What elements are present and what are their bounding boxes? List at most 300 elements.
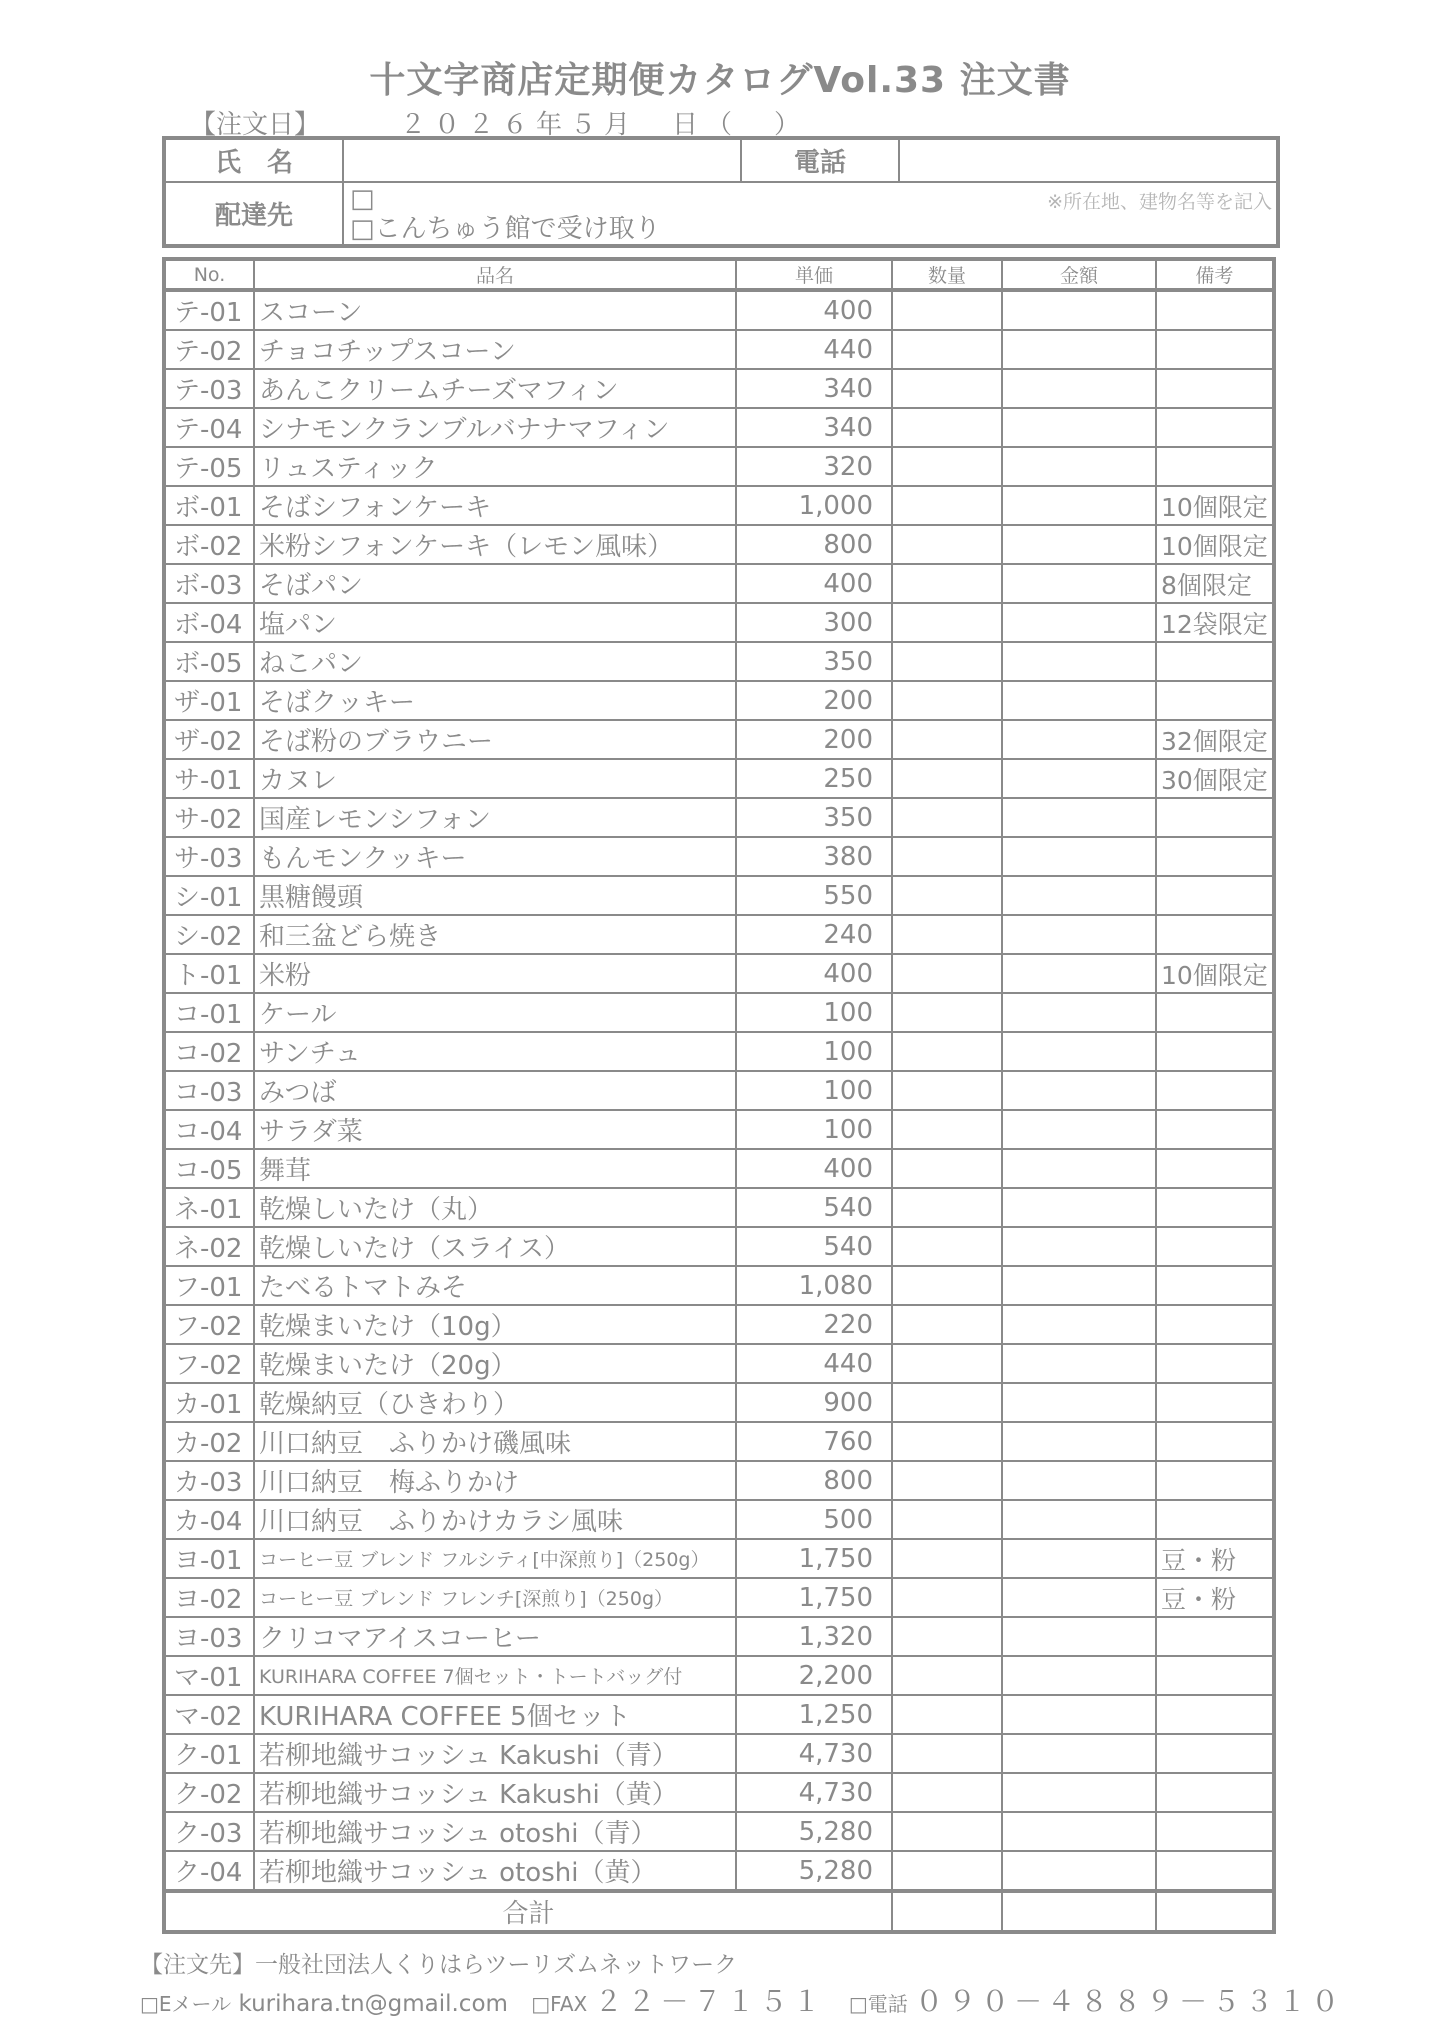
order-date-value[interactable]: ２０２６年５月 日（ ） xyxy=(400,110,809,140)
item-price: 200 xyxy=(736,720,892,759)
item-amount-cell[interactable] xyxy=(1002,1461,1156,1500)
item-qty-cell[interactable] xyxy=(892,1578,1002,1617)
item-price: 500 xyxy=(736,1500,892,1539)
item-amount-cell[interactable] xyxy=(1002,525,1156,564)
item-qty-cell[interactable] xyxy=(892,1032,1002,1071)
col-name-header: 品名 xyxy=(254,259,736,290)
item-price: 400 xyxy=(736,1149,892,1188)
item-amount-cell[interactable] xyxy=(1002,1305,1156,1344)
item-price: 760 xyxy=(736,1422,892,1461)
item-note: 豆・粉 xyxy=(1156,1539,1274,1578)
item-qty-cell[interactable] xyxy=(892,681,1002,720)
item-price: 240 xyxy=(736,915,892,954)
item-note xyxy=(1156,1071,1274,1110)
item-no: カ-01 xyxy=(164,1383,254,1422)
item-no: ヨ-01 xyxy=(164,1539,254,1578)
col-note-header: 備考 xyxy=(1156,259,1274,290)
item-amount-cell[interactable] xyxy=(1002,915,1156,954)
item-qty-cell[interactable] xyxy=(892,837,1002,876)
table-row xyxy=(164,1461,1274,1500)
item-qty-cell[interactable] xyxy=(892,954,1002,993)
item-price: 100 xyxy=(736,1071,892,1110)
item-qty-cell[interactable] xyxy=(892,1422,1002,1461)
item-qty-cell[interactable] xyxy=(892,759,1002,798)
item-name: 塩パン xyxy=(254,603,736,642)
item-note xyxy=(1156,330,1274,369)
item-note: 12袋限定 xyxy=(1156,603,1274,642)
item-price: 4,730 xyxy=(736,1734,892,1773)
item-no: マ-01 xyxy=(164,1656,254,1695)
item-note xyxy=(1156,876,1274,915)
item-qty-cell[interactable] xyxy=(892,1071,1002,1110)
item-no: ク-03 xyxy=(164,1812,254,1851)
item-no: ザ-01 xyxy=(164,681,254,720)
item-note xyxy=(1156,1461,1274,1500)
item-no: カ-03 xyxy=(164,1461,254,1500)
email-label: □Eメール xyxy=(140,1992,232,2016)
item-no: サ-02 xyxy=(164,798,254,837)
item-amount-cell[interactable] xyxy=(1002,1617,1156,1656)
item-amount-cell[interactable] xyxy=(1002,1500,1156,1539)
item-amount-cell[interactable] xyxy=(1002,876,1156,915)
item-name: シナモンクランブルバナナマフィン xyxy=(254,408,736,447)
item-no: テ-03 xyxy=(164,369,254,408)
item-no: マ-02 xyxy=(164,1695,254,1734)
item-price: 550 xyxy=(736,876,892,915)
item-amount-cell[interactable] xyxy=(1002,720,1156,759)
item-price: 400 xyxy=(736,290,892,330)
col-amount-header: 金額 xyxy=(1002,259,1156,290)
item-price: 440 xyxy=(736,1344,892,1383)
item-price: 400 xyxy=(736,954,892,993)
item-note xyxy=(1156,369,1274,408)
item-qty-cell[interactable] xyxy=(892,915,1002,954)
col-price-header: 単価 xyxy=(736,259,892,290)
item-name: みつば xyxy=(254,1071,736,1110)
item-no: カ-04 xyxy=(164,1500,254,1539)
table-row xyxy=(164,837,1274,876)
item-note xyxy=(1156,1227,1274,1266)
item-qty-cell[interactable] xyxy=(892,1110,1002,1149)
item-price: 4,730 xyxy=(736,1773,892,1812)
item-name: カヌレ xyxy=(254,759,736,798)
table-row xyxy=(164,1422,1274,1461)
customer-info-table xyxy=(162,136,1280,248)
item-price: 200 xyxy=(736,681,892,720)
item-amount-cell[interactable] xyxy=(1002,1344,1156,1383)
item-amount-cell[interactable] xyxy=(1002,330,1156,369)
item-no: テ-05 xyxy=(164,447,254,486)
table-row xyxy=(164,1734,1274,1773)
table-row xyxy=(164,369,1274,408)
item-amount-cell[interactable] xyxy=(1002,1266,1156,1305)
table-row xyxy=(164,1344,1274,1383)
address-note: ※所在地、建物名等を記入 xyxy=(1047,191,1272,213)
item-qty-cell[interactable] xyxy=(892,1305,1002,1344)
item-qty-cell[interactable] xyxy=(892,720,1002,759)
table-row xyxy=(164,330,1274,369)
table-header-row xyxy=(164,259,1274,290)
item-name: ねこパン xyxy=(254,642,736,681)
delivery-field[interactable] xyxy=(343,182,1278,246)
item-qty-cell[interactable] xyxy=(892,447,1002,486)
table-row xyxy=(164,486,1274,525)
item-amount-cell[interactable] xyxy=(1002,408,1156,447)
item-price: 1,750 xyxy=(736,1578,892,1617)
item-price: 100 xyxy=(736,993,892,1032)
item-qty-cell[interactable] xyxy=(892,993,1002,1032)
order-date-label: 【注文日】 xyxy=(190,110,321,140)
item-amount-cell[interactable] xyxy=(1002,1110,1156,1149)
item-note: 10個限定 xyxy=(1156,486,1274,525)
item-amount-cell[interactable] xyxy=(1002,1227,1156,1266)
name-field[interactable] xyxy=(343,138,741,182)
item-note xyxy=(1156,1188,1274,1227)
item-no: ザ-02 xyxy=(164,720,254,759)
item-price: 800 xyxy=(736,1461,892,1500)
item-no: テ-02 xyxy=(164,330,254,369)
table-row xyxy=(164,642,1274,681)
item-note xyxy=(1156,1500,1274,1539)
table-row xyxy=(164,1500,1274,1539)
total-qty-cell[interactable] xyxy=(892,1891,1002,1932)
item-note xyxy=(1156,681,1274,720)
item-price: 100 xyxy=(736,1110,892,1149)
item-no: ボ-02 xyxy=(164,525,254,564)
item-name: クリコマアイスコーヒー xyxy=(254,1617,736,1656)
item-price: 1,000 xyxy=(736,486,892,525)
item-name: ケール xyxy=(254,993,736,1032)
table-row xyxy=(164,1305,1274,1344)
item-amount-cell[interactable] xyxy=(1002,954,1156,993)
table-row xyxy=(164,1539,1274,1578)
total-row xyxy=(164,1891,1274,1932)
table-row xyxy=(164,1149,1274,1188)
item-qty-cell[interactable] xyxy=(892,1734,1002,1773)
item-amount-cell[interactable] xyxy=(1002,447,1156,486)
item-qty-cell[interactable] xyxy=(892,1383,1002,1422)
table-row xyxy=(164,603,1274,642)
item-price: 250 xyxy=(736,759,892,798)
table-row xyxy=(164,1032,1274,1071)
item-amount-cell[interactable] xyxy=(1002,1773,1156,1812)
item-amount-cell[interactable] xyxy=(1002,759,1156,798)
item-qty-cell[interactable] xyxy=(892,1773,1002,1812)
item-note xyxy=(1156,1851,1274,1891)
item-note: 10個限定 xyxy=(1156,954,1274,993)
item-name: あんこクリームチーズマフィン xyxy=(254,369,736,408)
item-amount-cell[interactable] xyxy=(1002,1383,1156,1422)
item-name: 若柳地織サコッシュ Kakushi（青） xyxy=(254,1734,736,1773)
item-no: ト-01 xyxy=(164,954,254,993)
item-note: 豆・粉 xyxy=(1156,1578,1274,1617)
item-name: 若柳地織サコッシュ otoshi（黄） xyxy=(254,1851,736,1891)
item-qty-cell[interactable] xyxy=(892,1266,1002,1305)
table-row xyxy=(164,720,1274,759)
item-name: そばクッキー xyxy=(254,681,736,720)
item-qty-cell[interactable] xyxy=(892,525,1002,564)
table-row xyxy=(164,1695,1274,1734)
item-price: 5,280 xyxy=(736,1812,892,1851)
phone-number[interactable]: ０９０－４８８９－５３１０ xyxy=(915,1985,1345,2018)
delivery-option-address[interactable]: □ xyxy=(350,183,375,214)
item-name: サンチュ xyxy=(254,1032,736,1071)
item-qty-cell[interactable] xyxy=(892,1188,1002,1227)
item-name: サラダ菜 xyxy=(254,1110,736,1149)
item-price: 320 xyxy=(736,447,892,486)
item-amount-cell[interactable] xyxy=(1002,1734,1156,1773)
item-no: コ-02 xyxy=(164,1032,254,1071)
item-price: 540 xyxy=(736,1227,892,1266)
fax-label: □FAX xyxy=(531,1992,588,2016)
item-no: フ-02 xyxy=(164,1344,254,1383)
item-name: 若柳地織サコッシュ otoshi（青） xyxy=(254,1812,736,1851)
item-note xyxy=(1156,408,1274,447)
item-no: ネ-01 xyxy=(164,1188,254,1227)
item-amount-cell[interactable] xyxy=(1002,486,1156,525)
item-no: コ-01 xyxy=(164,993,254,1032)
item-name: 米粉シフォンケーキ（レモン風味） xyxy=(254,525,736,564)
contact-line xyxy=(140,1980,1360,2020)
phone-field[interactable] xyxy=(899,138,1278,182)
item-note xyxy=(1156,1344,1274,1383)
item-amount-cell[interactable] xyxy=(1002,1188,1156,1227)
item-amount-cell[interactable] xyxy=(1002,1422,1156,1461)
item-no: コ-05 xyxy=(164,1149,254,1188)
item-amount-cell[interactable] xyxy=(1002,1851,1156,1891)
table-row xyxy=(164,408,1274,447)
item-qty-cell[interactable] xyxy=(892,876,1002,915)
email-address[interactable]: kurihara.tn@gmail.com xyxy=(238,1991,508,2017)
item-note xyxy=(1156,798,1274,837)
item-note xyxy=(1156,915,1274,954)
item-qty-cell[interactable] xyxy=(892,1851,1002,1891)
item-name: チョコチップスコーン xyxy=(254,330,736,369)
table-row xyxy=(164,681,1274,720)
item-price: 400 xyxy=(736,564,892,603)
item-qty-cell[interactable] xyxy=(892,1149,1002,1188)
table-row xyxy=(164,1773,1274,1812)
item-amount-cell[interactable] xyxy=(1002,290,1156,330)
item-amount-cell[interactable] xyxy=(1002,642,1156,681)
item-name: スコーン xyxy=(254,290,736,330)
item-qty-cell[interactable] xyxy=(892,1500,1002,1539)
item-price: 1,080 xyxy=(736,1266,892,1305)
item-no: ヨ-03 xyxy=(164,1617,254,1656)
item-no: ク-01 xyxy=(164,1734,254,1773)
item-qty-cell[interactable] xyxy=(892,564,1002,603)
item-note xyxy=(1156,1773,1274,1812)
item-amount-cell[interactable] xyxy=(1002,1032,1156,1071)
item-name: たべるトマトみそ xyxy=(254,1266,736,1305)
item-amount-cell[interactable] xyxy=(1002,837,1156,876)
item-amount-cell[interactable] xyxy=(1002,1656,1156,1695)
item-no: コ-03 xyxy=(164,1071,254,1110)
item-amount-cell[interactable] xyxy=(1002,1539,1156,1578)
item-note xyxy=(1156,1110,1274,1149)
table-row xyxy=(164,1851,1274,1891)
item-qty-cell[interactable] xyxy=(892,330,1002,369)
table-row xyxy=(164,759,1274,798)
item-amount-cell[interactable] xyxy=(1002,369,1156,408)
item-no: サ-03 xyxy=(164,837,254,876)
item-price: 300 xyxy=(736,603,892,642)
item-name: KURIHARA COFFEE 7個セット・トートバッグ付 xyxy=(254,1656,736,1695)
item-name: 黒糖饅頭 xyxy=(254,876,736,915)
item-qty-cell[interactable] xyxy=(892,486,1002,525)
item-note: 10個限定 xyxy=(1156,525,1274,564)
item-name: 川口納豆 ふりかけカラシ風味 xyxy=(254,1500,736,1539)
col-no-header: No. xyxy=(164,259,254,290)
total-note-cell xyxy=(1156,1891,1274,1932)
item-name: 川口納豆 ふりかけ磯風味 xyxy=(254,1422,736,1461)
item-price: 440 xyxy=(736,330,892,369)
item-qty-cell[interactable] xyxy=(892,603,1002,642)
table-row xyxy=(164,564,1274,603)
col-qty-header: 数量 xyxy=(892,259,1002,290)
item-no: ヨ-02 xyxy=(164,1578,254,1617)
item-qty-cell[interactable] xyxy=(892,1695,1002,1734)
total-amount-cell[interactable] xyxy=(1002,1891,1156,1932)
item-qty-cell[interactable] xyxy=(892,290,1002,330)
delivery-label: 配達先 xyxy=(164,182,343,246)
item-amount-cell[interactable] xyxy=(1002,564,1156,603)
table-row xyxy=(164,993,1274,1032)
item-amount-cell[interactable] xyxy=(1002,1812,1156,1851)
name-label: 氏 名 xyxy=(164,138,343,182)
item-price: 340 xyxy=(736,408,892,447)
item-amount-cell[interactable] xyxy=(1002,993,1156,1032)
item-price: 1,250 xyxy=(736,1695,892,1734)
table-row xyxy=(164,1578,1274,1617)
item-name: そばパン xyxy=(254,564,736,603)
item-name: コーヒー豆 ブレンド フルシティ[中深煎り]（250g） xyxy=(254,1539,736,1578)
item-qty-cell[interactable] xyxy=(892,1461,1002,1500)
item-price: 220 xyxy=(736,1305,892,1344)
table-row xyxy=(164,915,1274,954)
item-note xyxy=(1156,1383,1274,1422)
item-qty-cell[interactable] xyxy=(892,408,1002,447)
item-note xyxy=(1156,1422,1274,1461)
item-name: 舞茸 xyxy=(254,1149,736,1188)
item-note xyxy=(1156,1266,1274,1305)
item-note: 32個限定 xyxy=(1156,720,1274,759)
item-no: ボ-01 xyxy=(164,486,254,525)
item-note xyxy=(1156,1617,1274,1656)
item-no: ボ-04 xyxy=(164,603,254,642)
item-price: 2,200 xyxy=(736,1656,892,1695)
item-name: 和三盆どら焼き xyxy=(254,915,736,954)
item-qty-cell[interactable] xyxy=(892,798,1002,837)
item-qty-cell[interactable] xyxy=(892,1227,1002,1266)
item-no: サ-01 xyxy=(164,759,254,798)
table-row xyxy=(164,1266,1274,1305)
item-note xyxy=(1156,837,1274,876)
item-note xyxy=(1156,1305,1274,1344)
item-note xyxy=(1156,642,1274,681)
item-name: 若柳地織サコッシュ Kakushi（黄） xyxy=(254,1773,736,1812)
item-note xyxy=(1156,1656,1274,1695)
item-qty-cell[interactable] xyxy=(892,1656,1002,1695)
item-no: ボ-03 xyxy=(164,564,254,603)
item-amount-cell[interactable] xyxy=(1002,681,1156,720)
item-price: 800 xyxy=(736,525,892,564)
item-name: 乾燥まいたけ（10g） xyxy=(254,1305,736,1344)
item-name: 米粉 xyxy=(254,954,736,993)
item-note xyxy=(1156,1695,1274,1734)
table-row xyxy=(164,447,1274,486)
item-note xyxy=(1156,1032,1274,1071)
item-name: 乾燥まいたけ（20g） xyxy=(254,1344,736,1383)
item-note xyxy=(1156,1149,1274,1188)
item-price: 5,280 xyxy=(736,1851,892,1891)
item-amount-cell[interactable] xyxy=(1002,1149,1156,1188)
item-name: コーヒー豆 ブレンド フレンチ[深煎り]（250g） xyxy=(254,1578,736,1617)
item-no: シ-01 xyxy=(164,876,254,915)
item-no: コ-04 xyxy=(164,1110,254,1149)
table-row xyxy=(164,1617,1274,1656)
item-no: ボ-05 xyxy=(164,642,254,681)
table-row xyxy=(164,1071,1274,1110)
item-name: 川口納豆 梅ふりかけ xyxy=(254,1461,736,1500)
table-row xyxy=(164,798,1274,837)
item-price: 1,750 xyxy=(736,1539,892,1578)
delivery-option-pickup[interactable]: □こんちゅう館で受け取り xyxy=(350,213,661,244)
table-row xyxy=(164,1656,1274,1695)
table-row xyxy=(164,1383,1274,1422)
item-name: もんモンクッキー xyxy=(254,837,736,876)
item-note xyxy=(1156,993,1274,1032)
table-row xyxy=(164,1188,1274,1227)
item-note xyxy=(1156,447,1274,486)
item-note: 8個限定 xyxy=(1156,564,1274,603)
phone-label: 電話 xyxy=(741,138,899,182)
item-rows xyxy=(164,290,1274,1891)
item-name: 乾燥しいたけ（丸） xyxy=(254,1188,736,1227)
item-name: 乾燥納豆（ひきわり） xyxy=(254,1383,736,1422)
item-amount-cell[interactable] xyxy=(1002,1578,1156,1617)
table-row xyxy=(164,954,1274,993)
item-qty-cell[interactable] xyxy=(892,369,1002,408)
page-title: 十文字商店定期便カタログVol.33 注文書 xyxy=(369,60,1071,101)
item-no: シ-02 xyxy=(164,915,254,954)
item-name: 国産レモンシフォン xyxy=(254,798,736,837)
item-amount-cell[interactable] xyxy=(1002,1695,1156,1734)
item-name: KURIHARA COFFEE 5個セット xyxy=(254,1695,736,1734)
item-qty-cell[interactable] xyxy=(892,642,1002,681)
item-qty-cell[interactable] xyxy=(892,1812,1002,1851)
item-no: ク-04 xyxy=(164,1851,254,1891)
item-amount-cell[interactable] xyxy=(1002,603,1156,642)
item-amount-cell[interactable] xyxy=(1002,1071,1156,1110)
item-amount-cell[interactable] xyxy=(1002,798,1156,837)
item-price: 350 xyxy=(736,798,892,837)
item-note xyxy=(1156,290,1274,330)
item-qty-cell[interactable] xyxy=(892,1617,1002,1656)
fax-number: ２２－７１５１ xyxy=(594,1985,826,2018)
item-no: フ-01 xyxy=(164,1266,254,1305)
item-no: カ-02 xyxy=(164,1422,254,1461)
total-label: 合計 xyxy=(164,1891,892,1932)
item-note xyxy=(1156,1734,1274,1773)
item-qty-cell[interactable] xyxy=(892,1539,1002,1578)
item-no: フ-02 xyxy=(164,1305,254,1344)
item-qty-cell[interactable] xyxy=(892,1344,1002,1383)
table-row xyxy=(164,1110,1274,1149)
item-no: テ-01 xyxy=(164,290,254,330)
table-row xyxy=(164,525,1274,564)
item-price: 1,320 xyxy=(736,1617,892,1656)
